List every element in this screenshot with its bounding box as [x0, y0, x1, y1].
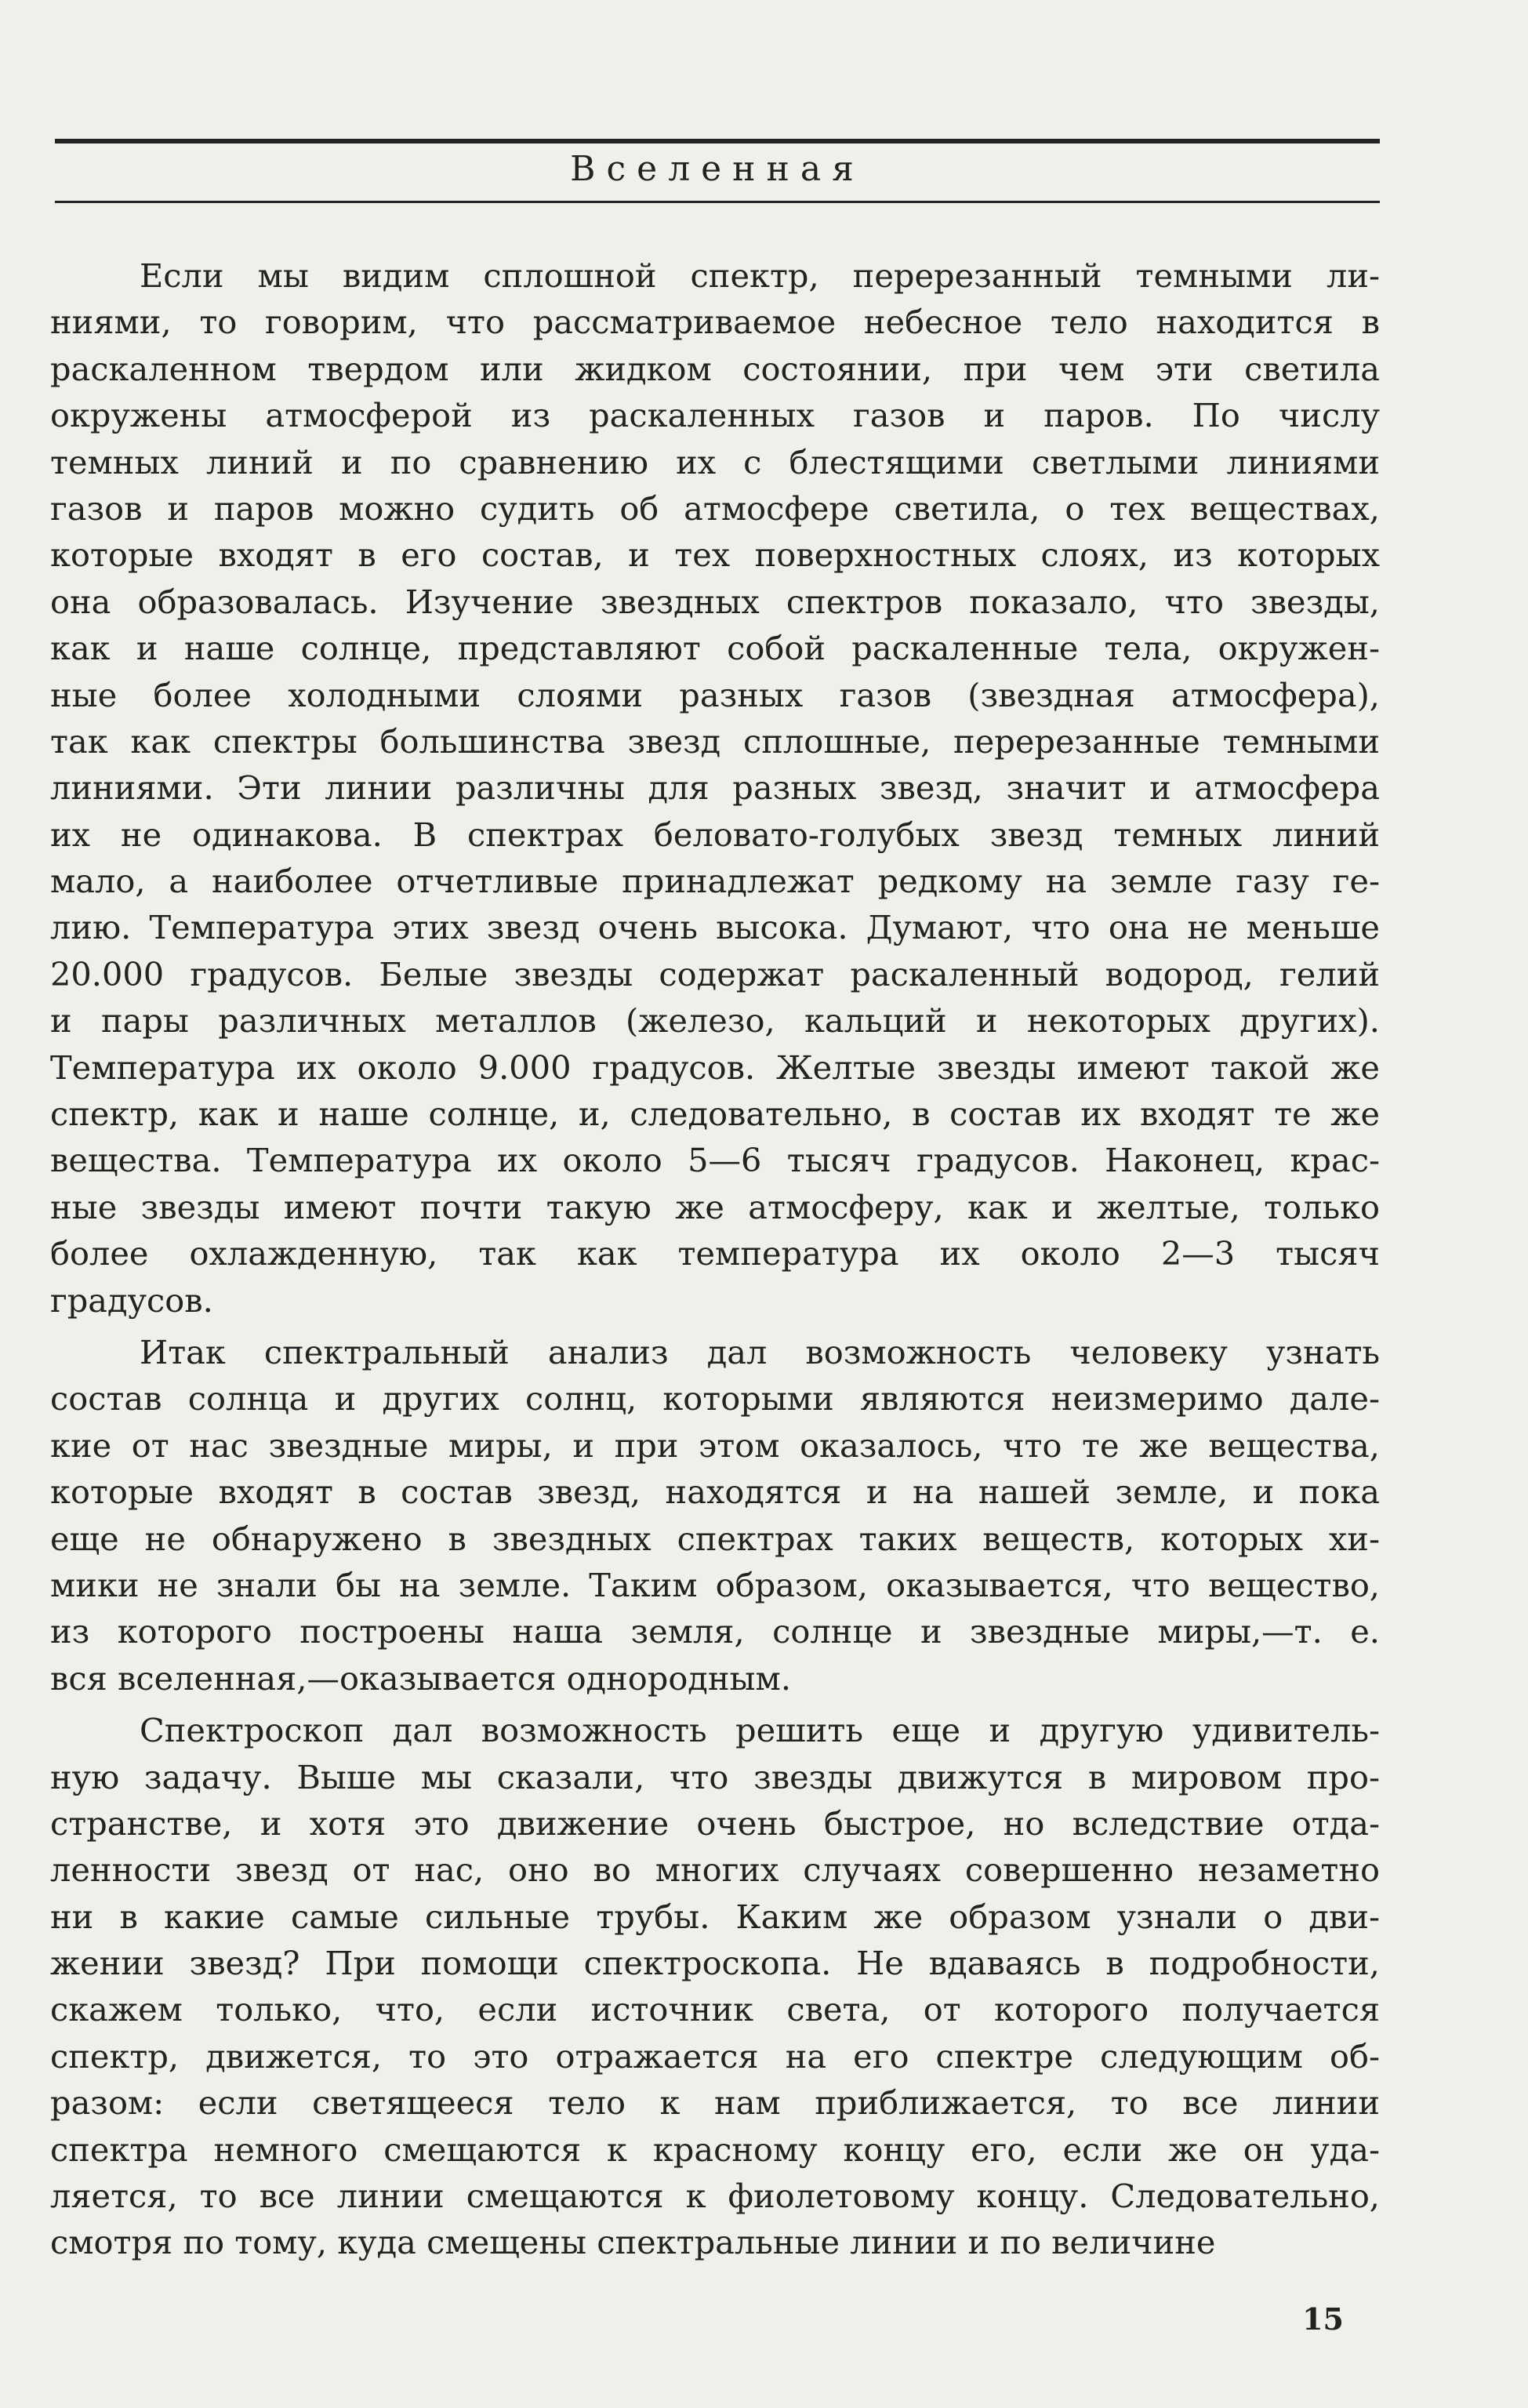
text-line: линиями. Эти линии различны для разных звезд, значит и атмосфера: [50, 768, 1380, 808]
text-line: скажем только, что, если источник света, от которого получается: [50, 1990, 1380, 2029]
text-line: разом: если светящееся тело к нам приближается, то все линии: [50, 2083, 1380, 2123]
text-line: спектра немного смещаются к красному концу его, если же он уда-: [50, 2130, 1380, 2169]
text-line: 20.000 градусов. Белые звезды содержат раскаленный водород, гелий: [50, 954, 1380, 993]
text-line: ляется, то все линии смещаются к фиолетовому концу. Следовательно,: [50, 2177, 1380, 2216]
header-rule-top: [55, 139, 1380, 143]
text-line: лию. Температура этих звезд очень высока. Думают, что она не меньше: [50, 908, 1380, 947]
text-line: мало, а наиболее отчетливые принадлежат редкому на земле газу ге-: [50, 862, 1380, 901]
text-line: Спектроскоп дал возможность решить еще и другую удивитель-: [140, 1711, 1380, 1750]
text-line: ные более холодными слоями разных газов (звездная атмосфера),: [50, 675, 1380, 714]
text-line: ные звезды имеют почти такую же атмосферу, как и желтые, только: [50, 1187, 1380, 1226]
text-line: окружены атмосферой из раскаленных газов и паров. По числу: [50, 396, 1380, 435]
text-line: смотря по тому, куда смещены спектральные линии и по величине: [50, 2223, 1216, 2262]
text-line: которые входят в его состав, и тех поверхностных слоях, из которых: [50, 536, 1380, 575]
header-rule-bottom: [55, 201, 1380, 203]
text-line: Итак спектральный анализ дал возможность человеку узнать: [140, 1332, 1380, 1371]
text-line: мики не знали бы на земле. Таким образом, оказывается, что вещество,: [50, 1565, 1380, 1604]
text-line: темных линий и по сравнению их с блестящими светлыми линиями: [50, 442, 1380, 481]
page-number: 15: [1302, 2301, 1344, 2337]
text-line: спектр, движется, то это отражается на его спектре следующим об-: [50, 2036, 1380, 2076]
text-line: ную задачу. Выше мы сказали, что звезды движутся в мировом про-: [50, 1757, 1380, 1796]
text-line: раскаленном твердом или жидком состоянии, при чем эти светила: [50, 349, 1380, 388]
text-line: вещества. Температура их около 5—6 тысяч градусов. Наконец, крас-: [50, 1141, 1380, 1180]
text-line: Если мы видим сплошной спектр, перерезанный темными ли-: [140, 256, 1380, 295]
paragraph: [50, 1329, 1380, 1702]
text-line: спектр, как и наше солнце, и, следовательно, в состав их входят те же: [50, 1095, 1380, 1134]
text-line: более охлажденную, так как температура их около 2—3 тысяч: [50, 1234, 1380, 1273]
text-line: градусов.: [50, 1280, 213, 1320]
text-line: так как спектры большинства звезд сплошные, перерезанные темными: [50, 721, 1380, 761]
text-line: состав солнца и других солнц, которыми являются неизмеримо дале-: [50, 1379, 1380, 1418]
body-text: [50, 252, 1380, 2266]
text-line: и пары различных металлов (железо, кальций и некоторых других).: [50, 1001, 1380, 1041]
text-line: вся вселенная,—оказывается однородным.: [50, 1658, 792, 1698]
text-line: ленности звезд от нас, оно во многих случаях совершенно незаметно: [50, 1850, 1380, 1890]
text-line: Температура их около 9.000 градусов. Желтые звезды имеют такой же: [50, 1048, 1380, 1087]
paragraph: [50, 252, 1380, 1324]
text-line: ни в какие самые сильные трубы. Каким же образом узнали о дви-: [50, 1897, 1380, 1936]
text-line: жении звезд? При помощи спектроскопа. Не вдаваясь в подробности,: [50, 1944, 1380, 1983]
text-line: она образовалась. Изучение звездных спектров показало, что звезды,: [50, 582, 1380, 621]
text-line: газов и паров можно судить об атмосфере светила, о тех веществах,: [50, 489, 1380, 528]
text-line: странстве, и хотя это движение очень быстрое, но вследствие отда-: [50, 1803, 1380, 1843]
text-line: как и наше солнце, представляют собой раскаленные тела, окружен-: [50, 629, 1380, 668]
paragraph: [50, 1707, 1380, 2266]
text-line: кие от нас звездные миры, и при этом оказалось, что те же вещества,: [50, 1426, 1380, 1465]
text-line: ниями, то говорим, что рассматриваемое небесное тело находится в: [50, 303, 1380, 342]
text-line: которые входят в состав звезд, находятся и на нашей земле, и пока: [50, 1473, 1380, 1512]
text-line: еще не обнаружено в звездных спектрах таких веществ, которых хи-: [50, 1519, 1380, 1558]
text-line: из которого построены наша земля, солнце и звездные миры,—т. е.: [50, 1612, 1380, 1651]
text-line: их не одинакова. В спектрах беловато-голубых звезд темных линий: [50, 815, 1380, 854]
running-head: Вселенная: [570, 149, 865, 189]
